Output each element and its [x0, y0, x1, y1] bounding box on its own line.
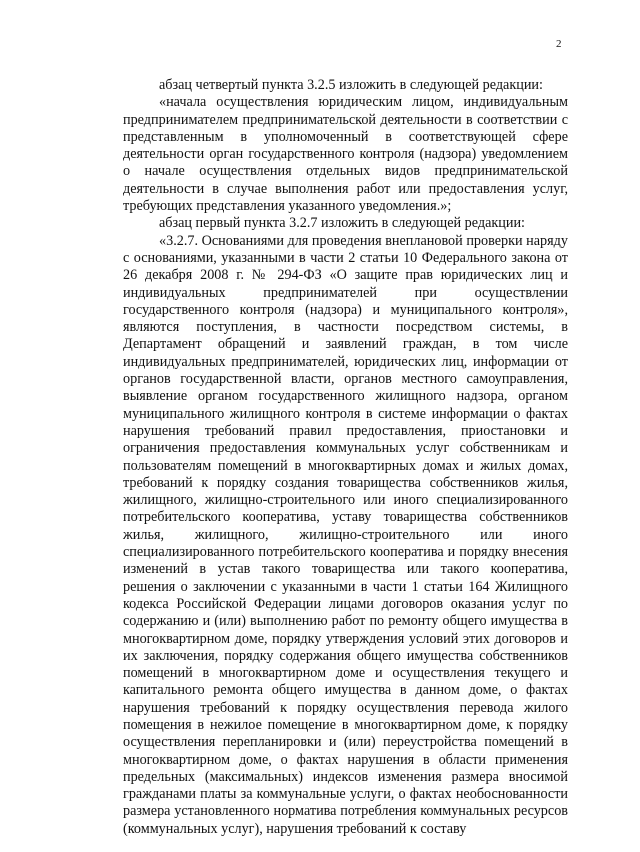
- paragraph-instruction-3-2-7: абзац первый пункта 3.2.7 изложить в следующей редакции:: [159, 215, 525, 232]
- paragraph-instruction-3-2-5: абзац четвертый пункта 3.2.5 изложить в следующей редакции:: [159, 77, 543, 93]
- paragraph-quoted-3-2-7: «3.2.7. Основаниями для проведения внеплановой проверки наряду с основаниями, указанными в части 2 статьи 10 Федерального закона от 26 декабря 2008 г. № 294-ФЗ «О защите прав юридических лиц и индивидуальных предпринимателей при осуществлении государственного контроля (надзора) и муниципального контроля», являются поступления, в частности посредством системы, в Департамент обращений и заявлений граждан, в том числе индивидуальных предпринимателей, юридических лиц, информации от органов государственной власти, органов местного самоуправления, выявление органом государственного жилищного надзора, органом муниципального жилищного контроля в системе информации о фактах нарушения требований правил предоставления, приостановки и ограничения предоставления коммунальных услуг собственникам и пользователям помещений в многоквартирных домах и жилых домах, требований к порядку создания товарищества собственников жилья, жилищного, жилищно-строительного или иного специализированного потребительского кооператива, уставу товарищества собственников жилья, жилищного, жилищно-строительного или иного специализированного потребительского кооператива и порядку внесения изменений в устав такого товарищества или такого кооператива, решения о заключении с указанными в части 1 статьи 164 Жилищного кодекса Российской Федерации лицами договоров оказания услуг по содержанию и (или) выполнению работ по ремонту общего имущества в многоквартирном доме, порядку утверждения условий этих договоров и их заключения, порядку содержания общего имущества собственников помещений в многоквартирном доме и осуществления текущего и капитального ремонта общего имущества в данном доме, о фактах нарушения требований к порядку осуществления перевода жилого помещения в нежилое помещение в многоквартирном доме, к порядку осуществления перепланировки и (или) переустройства помещений в многоквартирном доме, о фактах нарушения в области применения предельных (максимальных) индексов изменения размера вносимой гражданами платы за коммунальные услуги, о фактах необоснованности размера установленного норматива потребления коммунальных ресурсов (коммунальных услуг), нарушения требований к составу: [123, 232, 568, 837]
- page-number: 2: [556, 38, 562, 50]
- document-body: [123, 77, 568, 838]
- paragraph-quoted-3-2-5: «начала осуществления юридическим лицом, индивидуальным предпринимателем предпринимательской деятельности в соответствии с представленным в уполномоченный в соответствующей сфере деятельности орган государственного контроля (надзора) уведомлением о начале осуществления отдельных видов предпринимательской деятельности в случае выполнения работ или предоставления услуг, требующих представления указанного уведомления.»;: [123, 94, 568, 215]
